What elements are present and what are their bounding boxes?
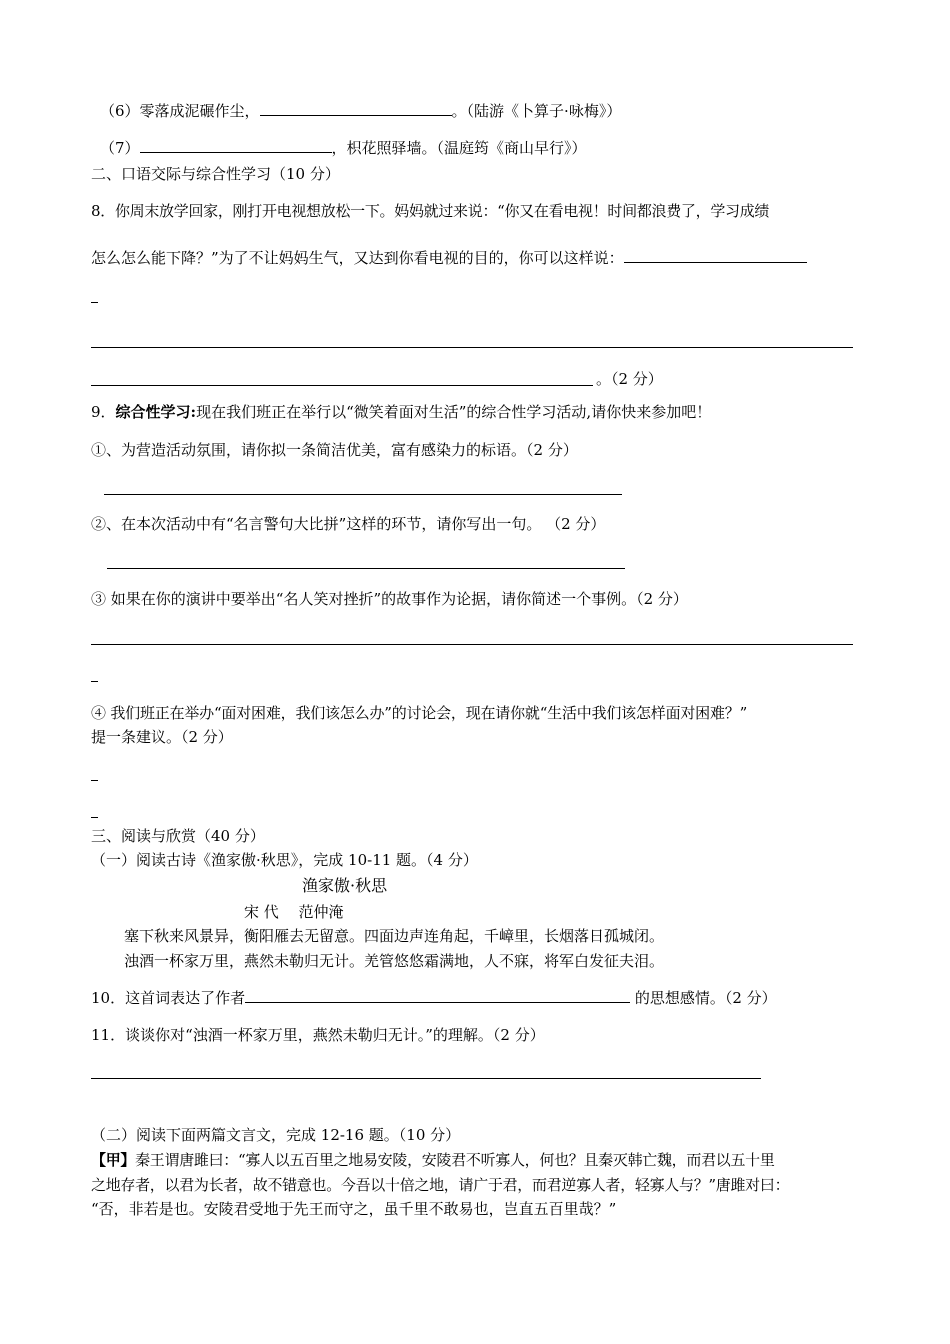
q9-1-prompt: ①、为营造活动氛围，请你拟一条简洁优美，富有感染力的标语。（2 分） <box>91 441 578 459</box>
q8-line-2 <box>91 248 807 269</box>
q8-line-1: 8．你周末放学回家，刚打开电视想放松一下。妈妈就过来说：“你又在看电视！时间都浪费了，学习成绩 <box>91 202 770 220</box>
q10-prompt: 10．这首词表达了作者 <box>91 989 246 1007</box>
q9-4-dash-2 <box>91 817 98 818</box>
q8-answer-line-2[interactable] <box>91 347 853 348</box>
q11-answer-line[interactable] <box>91 1078 761 1079</box>
q9-number: 9． <box>91 403 116 421</box>
passage-jia-line-2: 之地存者，以君为长者，故不错意也。今吾以十倍之地，请广于君，而君逆寡人者，轻寡人与？”唐雎对曰： <box>91 1176 790 1194</box>
q9-3-dash <box>91 681 98 682</box>
q6-line <box>100 101 621 122</box>
poem-title: 渔家傲·秋思 <box>302 876 388 895</box>
part-2-heading: （二）阅读下面两篇文言文，完成 12-16 题。（10 分） <box>91 1126 461 1144</box>
q10-line <box>91 988 777 1009</box>
q9-3-answer-line[interactable] <box>91 644 853 645</box>
q9-4-dash-1 <box>91 780 98 781</box>
q11-prompt: 11．谈谈你对“浊酒一杯家万里，燕然未勒归无计。”的理解。（2 分） <box>91 1026 545 1044</box>
passage-jia-text-1: 秦王谓唐雎曰：“寡人以五百里之地易安陵，安陵君不听寡人，何也？且秦灭韩亡魏，而君以五十里 <box>135 1151 775 1169</box>
q6-text: （6）零落成泥碾作尘， <box>100 102 260 120</box>
passage-jia-tag: 【甲】 <box>91 1151 136 1169</box>
q7-line <box>100 138 587 159</box>
poem-author: 宋 代 范仲淹 <box>244 903 344 921</box>
q6-answer-blank[interactable] <box>260 101 452 116</box>
q9-2-prompt: ②、在本次活动中有“名言警句大比拼”这样的环节，请你写出一句。 （2 分） <box>91 515 606 533</box>
q8-dash <box>91 302 98 303</box>
q9-2-answer-line[interactable] <box>107 568 625 569</box>
poem-line-2: 浊酒一杯家万里，燕然未勒归无计。羌管悠悠霜满地，人不寐，将军白发征夫泪。 <box>124 952 665 970</box>
q9-4-prompt-2: 提一条建议。（2 分） <box>91 728 233 746</box>
q8-score: 。（2 分） <box>596 370 663 388</box>
q8-prompt: 怎么怎么能下降？”为了不让妈妈生气，又达到你看电视的目的，你可以这样说： <box>91 249 624 267</box>
q9-intro: 现在我们班正在举行以“微笑着面对生活”的综合性学习活动,请你快来参加吧！ <box>196 403 712 421</box>
q7-answer-blank[interactable] <box>140 138 332 153</box>
q10-score: 的思想感情。（2 分） <box>630 989 777 1007</box>
passage-jia-line-3: “否，非若是也。安陵君受地于先王而守之，虽千里不敢易也，岂直五百里哉？” <box>91 1200 617 1218</box>
q7-source: ，枳花照驿墙。（温庭筠《商山早行》） <box>331 139 587 157</box>
section-3-heading: 三、阅读与欣赏（40 分） <box>91 827 265 845</box>
q8-answer-blank-1[interactable] <box>624 248 807 263</box>
part-1-heading: （一）阅读古诗《渔家傲·秋思》，完成 10-11 题。（4 分） <box>91 851 478 869</box>
q7-text: （7） <box>100 139 140 157</box>
q8-answer-line-3[interactable] <box>91 385 593 386</box>
poem-line-1: 塞下秋来风景异，衡阳雁去无留意。四面边声连角起，千嶂里，长烟落日孤城闭。 <box>124 927 665 945</box>
q6-source: 。（陆游《卜算子·咏梅》） <box>451 102 622 120</box>
q9-3-prompt: ③ 如果在你的演讲中要举出“名人笑对挫折”的故事作为论据，请你简述一个事例。（2 分） <box>91 590 688 608</box>
q9-4-prompt-1: ④ 我们班正在举办“面对困难，我们该怎么办”的讨论会，现在请你就“生活中我们该怎样面对困难？” <box>91 704 748 722</box>
q10-answer-blank[interactable] <box>245 988 630 1003</box>
q9-heading <box>91 403 711 423</box>
passage-jia-line-1 <box>91 1151 775 1171</box>
section-2-heading: 二、口语交际与综合性学习（10 分） <box>91 165 340 183</box>
q9-1-answer-line[interactable] <box>104 494 622 495</box>
q9-bold-label: 综合性学习: <box>115 403 197 421</box>
